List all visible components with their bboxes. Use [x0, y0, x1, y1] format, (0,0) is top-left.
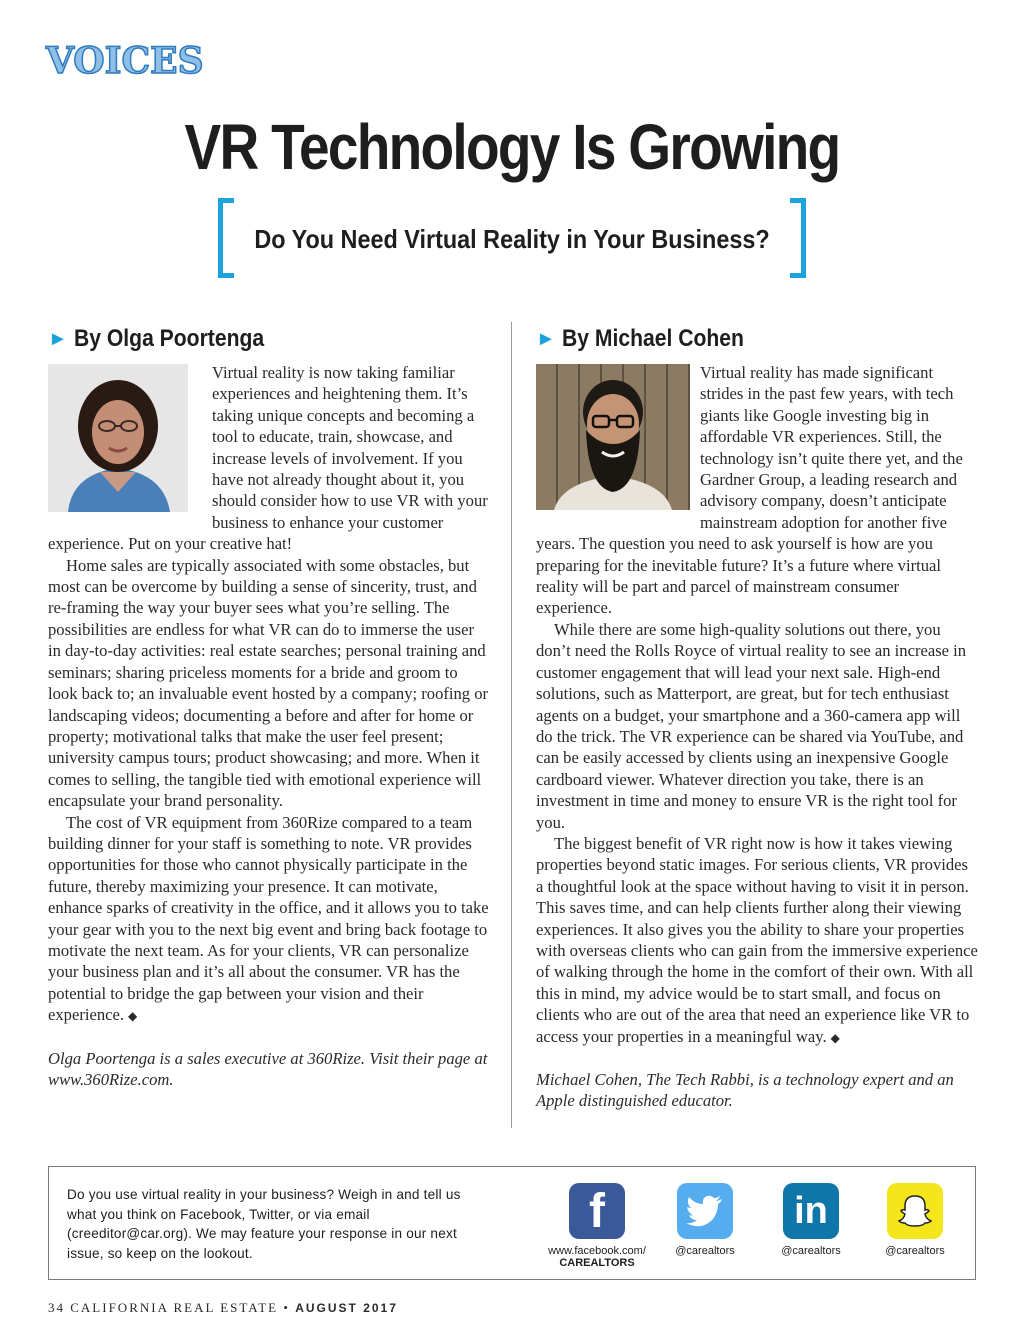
byline	[536, 316, 978, 362]
page-footer	[48, 1300, 398, 1316]
publication-name: CALIFORNIA REAL ESTATE	[70, 1300, 279, 1315]
social-label-sub: CAREALTORS	[559, 1257, 635, 1269]
paragraph: While there are some high-quality solutions out there, you don’t need the Rolls Royce of virtual reality to see an increase in customer engagement that will lead your next sale. High-end solutions, such as Matterport, are great, but for tech enthusiast agents on a budget, your smartphone and a 360-camera app will do the trick. The VR experience can be shared via YouTube, and can be easily accessed by clients using an inexpensive Google cardboard viewer. Whatever direction you take, there is an investment in time and money to ensure VR is the right tool for you.	[536, 619, 967, 832]
social-label: @carealtors	[885, 1245, 945, 1257]
paragraph: Virtual reality is now taking familiar experiences and heightening them. It’s taking unique concepts and becoming a tool to educate, train, showcase, and increase levels of involvement. If you have not already thought about it, you should consider how to use VR with your business to enhance your customer experience. Put on your creative hat!	[48, 363, 488, 554]
subheadline: Do You Need Virtual Reality in Your Business?	[254, 224, 770, 254]
right-article	[536, 316, 978, 1112]
social-linkedin[interactable]	[756, 1183, 866, 1257]
column-divider	[511, 322, 512, 1128]
linkedin-icon[interactable]: in	[783, 1183, 839, 1239]
author-photo	[536, 364, 690, 510]
author-bio: Michael Cohen, The Tech Rabbi, is a technology expert and an Apple distinguished educator.	[536, 1070, 954, 1111]
callout-text: Do you use virtual reality in your business? Weigh in and tell us what you think on Facebook, Twitter, or via email (creeditor@car.org). We may feature your response in our next issue, so keep on the lookout.	[67, 1187, 461, 1261]
left-article	[48, 316, 490, 1090]
paragraph: Virtual reality has made significant strides in the past few years, with tech giants like Google investing big in affordable VR experiences. Still, the technology isn’t quite there yet, and the Gardner Group, a leading research and advisory company, doesn’t anticipate mainstream adoption for another five years. The question you need to ask yourself is how are you preparing for the inevitable future? It’s a future where virtual reality will be part and parcel of mainstream consumer experience.	[536, 363, 963, 618]
author-bio: Olga Poortenga is a sales executive at 360Rize. Visit their page at www.360Rize.com.	[48, 1048, 488, 1089]
paragraph	[48, 812, 490, 1028]
paragraph	[536, 833, 978, 1049]
social-label: @carealtors	[675, 1245, 735, 1257]
byline	[48, 316, 490, 362]
facebook-icon[interactable]: f	[569, 1183, 625, 1239]
author-name: By Michael Cohen	[561, 325, 744, 352]
social-label: @carealtors	[781, 1245, 841, 1257]
social-twitter[interactable]	[650, 1183, 760, 1257]
twitter-icon[interactable]	[677, 1183, 733, 1239]
paragraph-text: The biggest benefit of VR right now is how it takes viewing properties beyond static images. For serious clients, VR provides a thoughtful look at the space without having to visit it in person. This saves time, and can help clients further along their viewing experiences. It also gives you the ability to share your properties with overseas clients who can gain from the immersive experience of walking through the home in the comfort of their own. With all this in mind, my advice would be to start small, and focus on clients who are out of the area that need an experience like VR to access your properties in a meaningful way.	[536, 833, 978, 1046]
arrow-icon: ►	[536, 328, 556, 350]
author-name: By Olga Poortenga	[73, 325, 264, 352]
issue-date: AUGUST 2017	[295, 1301, 398, 1315]
callout-box	[48, 1166, 976, 1280]
end-mark: ◆	[128, 1009, 138, 1024]
headline: VR Technology Is Growing	[184, 111, 840, 183]
paragraph: Home sales are typically associated with some obstacles, but most can be overcome by building a sense of sincerity, trust, and re-framing the way your buyer sees what you’re selling. The possibilities are endless for what VR can do to immerse the user in day-to-day activities: real estate searches; personal training and seminars; sharing priceless moments for a bride and groom to look back to; an invaluable event hosted by a company; roofing or landscaping videos; documenting a before and after for home or property; motivational talks that make the user feel present; university campus tours; product showcasing; and more. When it comes to selling, the tangible tied with emotional experience will encapsulate your brand personality.	[48, 555, 489, 811]
section-label: VOICES	[46, 40, 204, 82]
author-photo	[48, 364, 188, 512]
social-snapchat[interactable]	[860, 1183, 970, 1257]
snapchat-icon[interactable]	[887, 1183, 943, 1239]
social-label: www.facebook.com/	[548, 1245, 646, 1257]
end-mark: ◆	[830, 1030, 840, 1045]
footer-separator: •	[283, 1300, 290, 1315]
article-body	[48, 362, 490, 1028]
social-facebook[interactable]	[542, 1183, 652, 1269]
article-body	[536, 362, 978, 1049]
arrow-icon: ►	[48, 328, 68, 350]
paragraph-text: The cost of VR equipment from 360Rize compared to a team building dinner for your staff is something to note. VR provides opportunities for those who cannot physically participate in the future, thereby maximizing your presence. It can motivate, enhance sparks of creativity in the office, and it allows you to take your gear with you to the next big event and bring back footage to motivate the next team. As for your clients, VR can personalize your business plan and it’s all about the consumer. VR has the potential to bridge the gap between your vision and their experience.	[48, 812, 489, 1025]
page-number: 34	[48, 1300, 65, 1315]
